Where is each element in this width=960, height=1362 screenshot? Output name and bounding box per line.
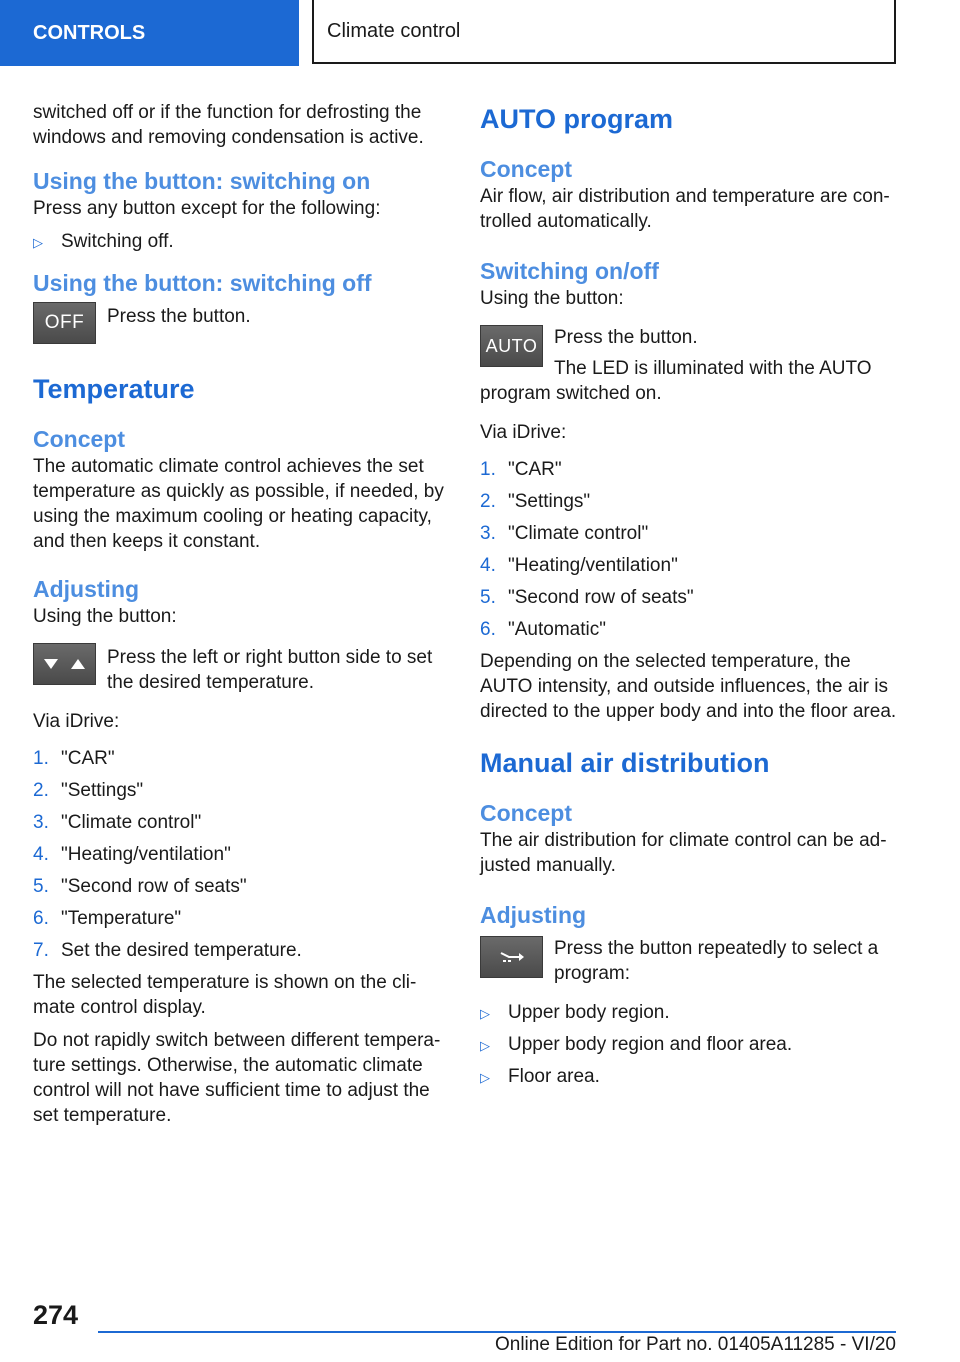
air-distribution-list — [480, 1000, 898, 1089]
auto-concept-heading: Concept — [480, 156, 572, 182]
manual-concept-heading: Concept — [480, 800, 572, 826]
list-item: 5. "Second row of seats" — [480, 587, 694, 608]
air-distribution-button-text: Press the button repeatedly to select a program: — [554, 938, 879, 984]
auto-button-row — [480, 325, 898, 406]
temperature-via-idrive: Via iDrive: — [33, 711, 120, 732]
air-distribution-icon — [497, 947, 527, 967]
list-item: 2. "Settings" — [33, 780, 144, 801]
list-item: 4. "Heating/ventilation" — [480, 555, 678, 576]
auto-note: Depending on the selected temperature, the AUTO intensity, and outside influences, the air is directed to the upper body and into the floor area. — [480, 651, 897, 722]
switch-on-text: Press any button except for the following: — [33, 198, 381, 219]
list-item: 2. "Settings" — [480, 491, 591, 512]
temperature-rocker-button-icon — [33, 643, 96, 685]
manual-adjusting-heading: Adjusting — [480, 902, 587, 928]
temperature-steps — [33, 746, 448, 963]
header-section-tab — [0, 0, 299, 66]
footer-edition: Online Edition for Part no. 01405A11285 - VI/20 — [494, 1334, 896, 1355]
temperature-note-display: The selected temperature is shown on the cli‐ mate control display. — [33, 972, 417, 1018]
triangle-bullet-icon: ▷ — [33, 235, 43, 250]
list-item: 3. "Climate control" — [480, 523, 649, 544]
footer-divider — [98, 1331, 896, 1333]
auto-via-idrive: Via iDrive: — [480, 422, 567, 443]
temperature-heading: Temperature — [33, 374, 195, 404]
temperature-using-button: Using the button: — [33, 606, 177, 627]
auto-led-text: The LED is illuminated with the AUTO program switched on. — [480, 358, 872, 404]
right-column — [480, 102, 898, 1096]
auto-concept-text: Air flow, air distribution and temperature are con‐ trolled automatically. — [480, 186, 890, 232]
page-number: 274 — [33, 1300, 79, 1330]
list-item: ▷ Upper body region and floor area. — [480, 1032, 898, 1057]
auto-switching-heading: Switching on/off — [480, 258, 659, 284]
off-button-row — [33, 302, 448, 344]
triangle-bullet-icon: ▷ — [480, 1006, 490, 1021]
arrow-down-icon — [44, 659, 58, 669]
temperature-note-switching: Do not rapidly switch between different tempera‐ ture settings. Otherwise, the automatic climate control will not have sufficient time to adjust the set temperature. — [33, 1030, 441, 1126]
header-section-label: CONTROLS — [33, 21, 146, 44]
list-item: ▷ Floor area. — [480, 1064, 898, 1089]
auto-program-heading: AUTO program — [480, 104, 674, 134]
header-title-box — [312, 0, 896, 64]
temperature-adjusting-heading: Adjusting — [33, 576, 140, 602]
list-item: 3. "Climate control" — [33, 812, 202, 833]
auto-steps — [480, 457, 898, 642]
triangle-bullet-icon: ▷ — [480, 1038, 490, 1053]
temperature-concept-heading: Concept — [33, 426, 125, 452]
off-button-icon: OFF — [33, 302, 96, 344]
intro-paragraph: switched off or if the function for defrosting the windows and removing condensation is active. — [33, 102, 424, 148]
list-item: 1. "CAR" — [33, 748, 115, 769]
list-item: 1. "CAR" — [480, 459, 562, 480]
switch-on-list — [33, 229, 448, 254]
switch-off-heading: Using the button: switching off — [33, 270, 372, 296]
triangle-bullet-icon: ▷ — [480, 1070, 490, 1085]
air-distribution-button-row — [480, 936, 898, 986]
temperature-button-text: Press the left or right button side to set the desired temperature. — [107, 647, 433, 693]
air-distribution-button-icon — [480, 936, 543, 978]
list-item: ▷ Upper body region. — [480, 1000, 898, 1025]
list-item: 7. Set the desired temperature. — [33, 940, 302, 961]
temperature-concept-text: The automatic climate control achieves the set temperature as quickly as possible, if needed, by using the maximum cooling or heating capacity, and then keeps it constant. — [33, 456, 444, 552]
list-item: 4. "Heating/ventilation" — [33, 844, 231, 865]
auto-button-icon: AUTO — [480, 325, 543, 367]
off-button-text: Press the button. — [107, 306, 251, 327]
left-column — [33, 100, 448, 1138]
list-item: 6. "Automatic" — [480, 619, 606, 640]
header-title: Climate control — [327, 19, 461, 42]
auto-button-text: Press the button. — [554, 327, 698, 348]
list-item: 6. "Temperature" — [33, 908, 182, 929]
list-item: 5. "Second row of seats" — [33, 876, 247, 897]
manual-air-heading: Manual air distribution — [480, 748, 770, 778]
list-item: ▷ Switching off. — [33, 229, 448, 254]
arrow-up-icon — [71, 659, 85, 669]
manual-concept-text: The air distribution for climate control can be ad‐ justed manually. — [480, 830, 887, 876]
auto-using-button: Using the button: — [480, 288, 624, 309]
temperature-button-row — [33, 643, 448, 695]
switch-on-heading: Using the button: switching on — [33, 168, 371, 194]
